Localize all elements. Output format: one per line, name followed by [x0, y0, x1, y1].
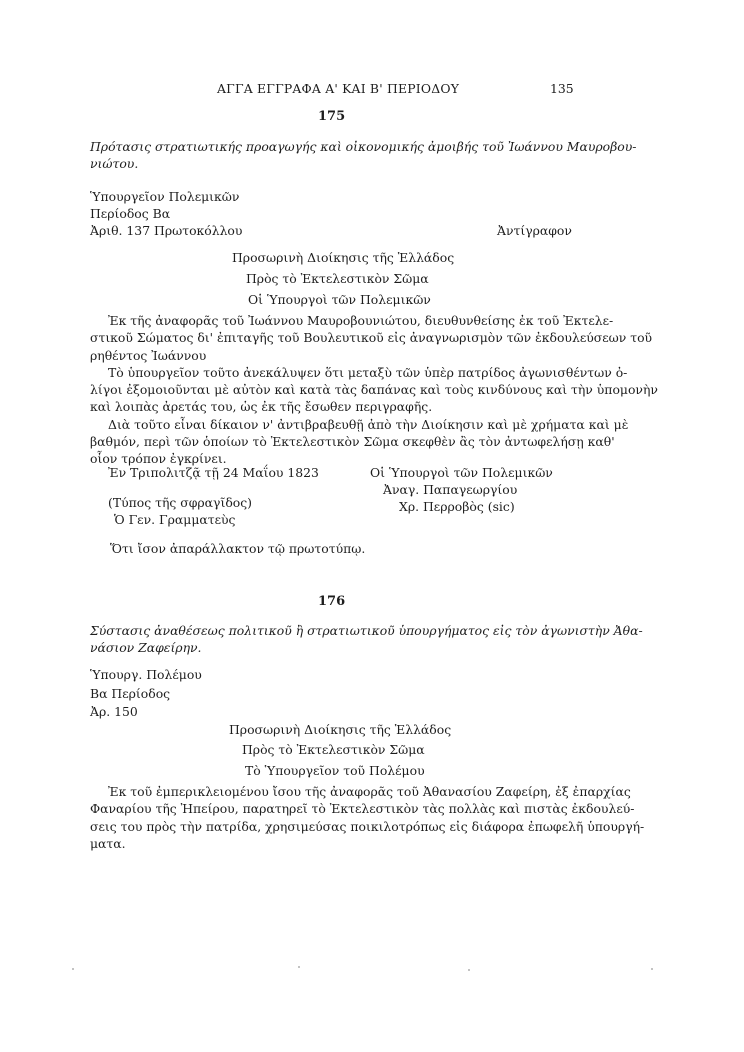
- doc175-body-line: ρηθέντος Ἰωάννου: [90, 347, 207, 363]
- doc175-signature-3: Χρ. Περροβὸς (sic): [399, 499, 515, 514]
- doc176-body-line: Φαναρίου τῆς Ἠπείρου, παρατηρεῖ τὸ Ἐκτελεστικὸν τὰς πολλὰς καὶ πιστὰς ἐκδουλεύ-: [90, 801, 635, 817]
- doc176-address-line-2: Πρὸς τὸ Ἐκτελεστικὸν Σῶμα: [242, 742, 425, 757]
- document-number-176: 176: [318, 594, 346, 609]
- doc175-protocol: Ἀριθ. 137 Πρωτοκόλλου: [90, 223, 243, 238]
- doc175-place-date: Ἐν Τριπολιτζᾷ τῇ 24 Μαΐου 1823: [108, 465, 319, 480]
- doc175-body-line: λίγοι ἐξομοιοῦνται μὲ αὐτὸν καὶ κατὰ τὰς δαπάνας καὶ τοὺς κινδύνους καὶ τὴν ὑπομονὴν: [90, 382, 658, 398]
- doc175-body-line: βαθμόν, περὶ τῶν ὁποίων τὸ Ἐκτελεστικὸν Σῶμα σκεφθὲν ἂς τὸν ἀντωφελήσῃ καθ': [90, 434, 615, 450]
- doc176-body-line: σεις του πρὸς τὴν πατρίδα, χρησιμεύσας ποικιλοτρόπως εἰς διάφορα ἐπωφελῆ ὑπουργή-: [90, 818, 645, 834]
- doc175-body-line: Ἐκ τῆς ἀναφορᾶς τοῦ Ἰωάννου Μαυροβουνιώτου, διευθυνθείσης ἐκ τοῦ Ἐκτελε-: [108, 313, 614, 328]
- doc175-body-line: στικοῦ Σώματος δι' ἐπιταγῆς τοῦ Βουλευτικοῦ εἰς ἀναγνωρισμὸν τῶν ἐκδουλεύσεων τοῦ: [90, 330, 653, 346]
- doc176-address-line-3: Τὸ Ὑπουργεῖον τοῦ Πολέμου: [245, 763, 425, 778]
- doc176-title-line-2: νάσιον Ζαφείρην.: [90, 640, 202, 655]
- page-number: 135: [550, 81, 574, 96]
- scan-speck: [468, 969, 470, 971]
- doc176-title-line-1: Σύστασις ἀναθέσεως πολιτικοῦ ἢ στρατιωτικοῦ ὑπουργήματος εἰς τὸν ἀγωνιστὴν Ἀθα-: [90, 623, 643, 638]
- doc175-body-line: οἷον τρόπον ἐγκρίνει.: [90, 451, 227, 467]
- doc176-ministry: Ὑπουργ. Πολέμου: [90, 667, 202, 682]
- doc176-address-line-1: Προσωρινὴ Διοίκησις τῆς Ἑλλάδος: [229, 722, 452, 737]
- doc175-signature-1: Οἱ Ὑπουργοὶ τῶν Πολεμικῶν: [370, 465, 553, 480]
- scan-speck: [651, 968, 653, 970]
- doc175-address-line-2: Πρὸς τὸ Ἐκτελεστικὸν Σῶμα: [246, 271, 429, 286]
- doc176-body-line: Ἐκ τοῦ ἐμπερικλειομένου ἴσου τῆς ἀναφορᾶς τοῦ Ἀθανασίου Ζαφείρη, ἐξ ἐπαρχίας: [108, 784, 631, 799]
- scan-speck: [72, 968, 74, 970]
- doc175-period: Περίοδος Βα: [90, 206, 171, 221]
- doc176-body: [90, 783, 645, 852]
- doc176-period: Βα Περίοδος: [90, 686, 171, 701]
- document-number-175: 175: [318, 109, 346, 124]
- doc175-signature-2: Ἀναγ. Παπαγεωργίου: [383, 482, 518, 497]
- running-title: ΑΓΓΑ ΕΓΓΡΑΦΑ Α' ΚΑΙ Β' ΠΕΡΙΟΔΟΥ: [217, 81, 460, 96]
- doc175-title-line-2: νιώτου.: [90, 156, 139, 171]
- doc175-ministry: Ὑπουργεῖον Πολεμικῶν: [90, 189, 240, 204]
- doc175-certification: Ὅτι ἴσον ἀπαράλλακτον τῷ πρωτοτύπῳ.: [110, 541, 366, 556]
- doc175-body: [90, 312, 658, 468]
- doc175-address-line-3: Οἱ Ὑπουργοὶ τῶν Πολεμικῶν: [248, 292, 431, 307]
- doc175-title-line-1: Πρότασις στρατιωτικής προαγωγής καὶ οἰκονομικής ἀμοιβής τοῦ Ἰωάννου Μαυροβου-: [90, 139, 637, 154]
- doc175-seal-note: (Τύπος τῆς σφραγῖδος): [108, 495, 253, 510]
- doc175-address-line-1: Προσωρινὴ Διοίκησις τῆς Ἑλλάδος: [232, 250, 455, 265]
- doc176-body-line: ματα.: [90, 835, 126, 851]
- doc175-body-line: Τὸ ὑπουργεῖον τοῦτο ἀνεκάλυψεν ὅτι μεταξὺ τῶν ὑπὲρ πατρίδος ἀγωνισθέντων ὀ-: [108, 364, 628, 380]
- doc176-protocol: Ἀρ. 150: [90, 704, 138, 719]
- doc175-secretary: Ὁ Γεν. Γραμματεὺς: [114, 512, 236, 527]
- doc175-body-line: καὶ λοιπὰς ἀρετάς του, ὡς ἐκ τῆς ἔσωθεν περιγραφῆς.: [90, 399, 433, 415]
- scan-speck: [298, 966, 300, 968]
- doc175-body-line: Διὰ τοῦτο εἶναι δίκαιον ν' ἀντιβραβευθῇ ἀπὸ τὴν Διοίκησιν καὶ μὲ χρήματα καὶ μὲ: [108, 416, 629, 432]
- doc175-copy-label: Ἀντίγραφον: [497, 223, 572, 238]
